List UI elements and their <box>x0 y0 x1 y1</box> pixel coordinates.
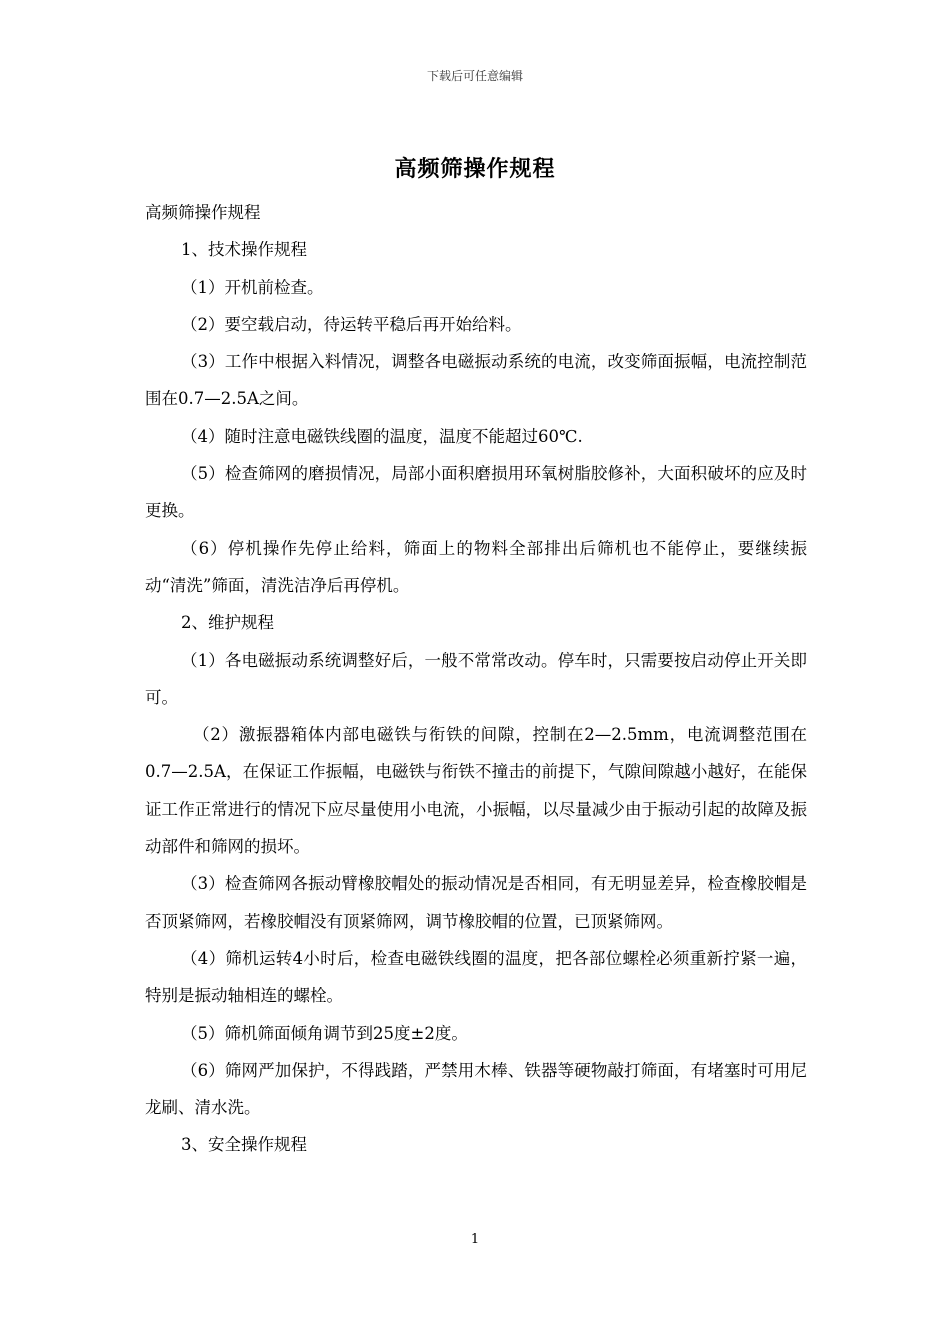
paragraph: （3）工作中根据入料情况，调整各电磁振动系统的电流，改变筛面振幅，电流控制范围在0.7—2.5A之间。 <box>145 352 807 409</box>
paragraph: （1）开机前检查。 <box>181 277 324 297</box>
paragraph: （6）停机操作先停止给料，筛面上的物料全部排出后筛机也不能停止，要继续振动“清洗”筛面，清洗洁净后再停机。 <box>145 538 807 595</box>
paragraph: （6）筛网严加保护，不得践踏，严禁用木棒、铁器等硬物敲打筛面，有堵塞时可用尼龙刷、清水洗。 <box>145 1060 807 1118</box>
section-heading-maintenance: 2、维护规程 <box>181 613 274 633</box>
paragraph: （1）各电磁振动系统调整好后，一般不常常改动。停车时，只需要按启动停止开关即可。 <box>145 650 807 707</box>
section-heading-safety: 3、安全操作规程 <box>181 1135 307 1155</box>
page-number: 1 <box>470 1232 480 1247</box>
paragraph-subtitle: 高频筛操作规程 <box>145 203 261 222</box>
document-body <box>145 194 807 1164</box>
document-title: 高频筛操作规程 <box>394 156 556 182</box>
paragraph: （5）检查筛网的磨损情况，局部小面积磨损用环氧树脂胶修补，大面积破坏的应及时更换。 <box>145 464 807 521</box>
page-header: 下载后可任意编辑 <box>426 69 523 83</box>
paragraph: （5）筛机筛面倾角调节到25度±2度。 <box>181 1023 468 1043</box>
paragraph: （2）激振器箱体内部电磁铁与衔铁的间隙，控制在2—2.5mm，电流调整范围在0.7—2.5A，在保证工作振幅，电磁铁与衔铁不撞击的前提下，气隙间隙越小越好，在能保证工作正常进行的情况下应尽量使用小电流，小振幅，以尽量减少由于振动引起的故障及振动部件和筛网的损坏。 <box>145 725 807 857</box>
paragraph: （4）筛机运转4小时后，检查电磁铁线圈的温度，把各部位螺栓必须重新拧紧一遍，特别是振动轴相连的螺栓。 <box>145 948 807 1006</box>
paragraph: （3）检查筛网各振动臂橡胶帽处的振动情况是否相同，有无明显差异，检查橡胶帽是否顶紧筛网，若橡胶帽没有顶紧筛网，调节橡胶帽的位置，已顶紧筛网。 <box>145 874 807 931</box>
paragraph: （4）随时注意电磁铁线圈的温度，温度不能超过60℃. <box>181 426 583 446</box>
section-heading-technical: 1、技术操作规程 <box>181 240 307 260</box>
paragraph: （2）要空载启动，待运转平稳后再开始给料。 <box>181 314 522 334</box>
